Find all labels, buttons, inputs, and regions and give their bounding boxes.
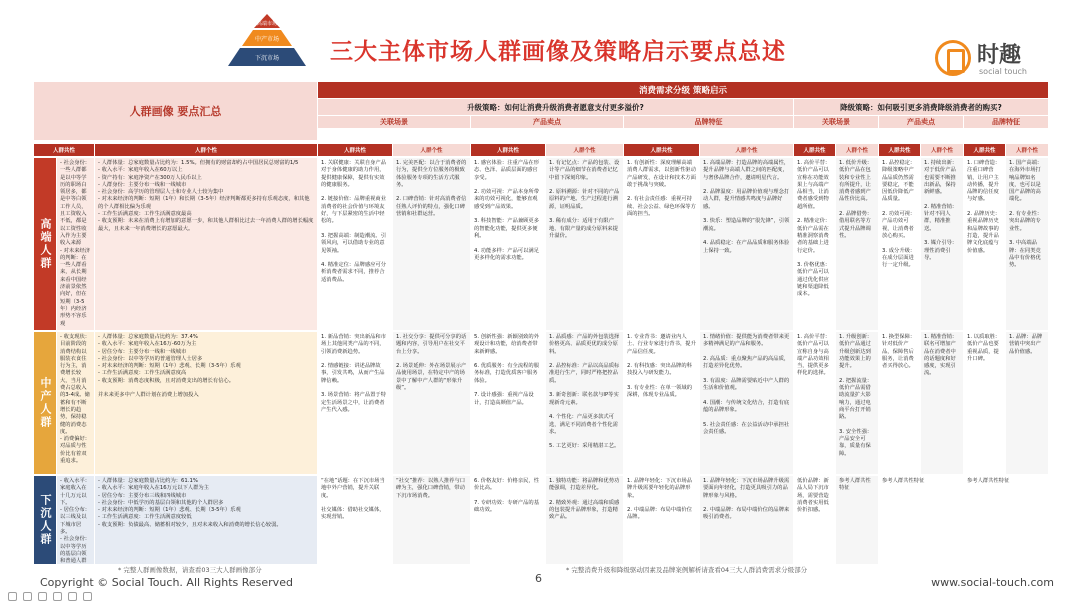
individual-subheader: 人群个性 [95, 144, 317, 156]
row-label-high: 高端人群 [34, 158, 56, 330]
cell-mid-4: 1. 专业背书：邀请业内人士、行业专家进行背书，提升产品信任度。 2. 有科技感：突出品牌的科技投入与研发能力。 3. 有专业性：在单一领域的深耕，体现专业品质。 [624, 332, 699, 474]
cell-mid-3: 1. 品质感：产品的外包装选择价格更高、品质更优的成分原料。 2. 品控标准：产品以高品质标准进行生产，同时严格把控品质。 3. 新奇创新：联名款与IP等实现新奇元素。 4. 个性化：产品更多款式可选，满足不同消费者个性化需求。 5. 工艺更好：采用精湛工艺。 [546, 332, 623, 474]
cell-low-1: “社交”推荐：以熟人推荐与口碑为主，强化口碑营销，带动下沉市场消费。 [393, 476, 470, 564]
cell-high-2: 1. 感官体验：注重产品在形态、色泽、品质层面的感官享受。 2. 功效可视：产品本身所带来的功效可视化，能够直观感受到产品效果。 3. 科技智能：产品兼顾更多的智能化功能，提供更多便利。 4. 功能多样：产品可以满足更多样化的需求功能。 [471, 158, 545, 330]
individual-subheader: 人群个性 [700, 144, 793, 156]
pyramid-bottom-label: 下沉市场 [254, 55, 280, 62]
cell-low-7: 参考人群共性特征 [836, 476, 878, 564]
individual-subheader: 人群个性 [1006, 144, 1048, 156]
camera-icon[interactable] [68, 592, 77, 601]
downgrade-header: 降级策略：如何吸引更多消费降级消费者的购买? [794, 99, 1048, 115]
upgrade-selling-header: 产品卖点 [471, 116, 623, 128]
upgrade-header: 升级策略：如何让消费升级消费者愿意支付更多溢价? [318, 99, 793, 115]
cell-mid-11: 1. 品牌：品牌营销中突出产品价值感。 [1006, 332, 1048, 474]
brand-name: 时趣 [977, 43, 1022, 68]
cell-high-11: 1. 国产高端：在海外市场打响品牌知名度，也可以是国产品牌的高端化。 2. 有专业性：突出品牌的专业性。 3. 中高端品牌：在同类竞品中有价格优势。 [1006, 158, 1048, 330]
cell-high-0: 1. 关联健康：关联自身产品对于身体健康的助力作用，提供健康保障，提供有实效的健康服务。 2. 链接价值：品牌重视商业消费者的社会价值与环境友好，与下层紧密的生活中轻松的。 3. 把握高端：制造潮流、引领风向，可以借助专业的意见领袖。 4. 精准定位：品牌感应可分析消费者需求不同，推荐合适消费品。 [318, 158, 392, 330]
cell-mid-0: 1. 新品营销：突出新品和市场上其他同类产品的不同，引领消费新趋势。 2. 情感链接：讲述品牌故事，引发共鸣，从而产生品牌信赖。 3. 场景营销：将产品置于特定生活场景之中，让消费者产生代入感。 [318, 332, 392, 474]
cell-mid-1: 1. 社交分享：提供可分享的话题和内容，引导用户在社交平台上分享。 2. 场景延伸：外在场景展示产品使用场景，在特定中产的场景中了解中产人群的“形象升级”。 [393, 332, 470, 474]
cell-low-individual: - 人群体量：总家庭数量占比约为：61.1% - 收入水平：家庭年收入在16万元以下人群为主 - 居住分布：主要分布三线和四线城市 - 社会身份：中低学历的基层白领和其他的个人群居多 - 对未来经济的判断：短期（1年）悲观、长期（3-5年）乐观 - 工作生活满意度：工作生活满意度较低 - 收支预期：负债最高、储蓄相对较少，且对未来收入和消费的增长信心较弱。 [95, 476, 317, 564]
more-icon[interactable] [83, 592, 92, 601]
cell-low-4: 1. 品牌年轻化：下沉市场品牌升级需要年轻化的品牌形象。 2. 中端品牌：布局中端价位品牌。 [624, 476, 699, 564]
website: www.social-touch.com [931, 576, 1054, 589]
common-subheader: 人群共性 [34, 144, 94, 156]
slide-toolbar[interactable] [8, 592, 92, 601]
pyramid-mid-label: 中产市场 [254, 36, 280, 43]
row-label-mid: 中产人群 [34, 332, 56, 474]
cell-mid-8: 1. 换型保障：针对低价产品，保障售后服务，让消费者买得放心。 [879, 332, 920, 474]
cell-low-common: - 收入水平：家庭收入在十几万元以下。 - 居住分布：以三线及以下城市居多。 - 社会身份：以中等学历的基层白领和普通人群 [57, 476, 94, 564]
cell-high-9: 1. 持续出新：对于低价产品也需要不断推出新品，保持新鲜感。 2. 精准营销：针对不同人群，精准推送。 3. 媒介引导：理性消费引导。 [921, 158, 963, 330]
individual-subheader: 人群个性 [393, 144, 470, 156]
prev-icon[interactable] [8, 592, 17, 601]
strategy-header: 消费需求分级 策略启示 [318, 82, 1048, 98]
cell-mid-5: 1. 情绪价值：提供能为消费者带来更多精神满足的产品和服务。 2. 高品质：重点聚焦产品的高品质，打造差异化优势。 3. 有温度：品牌需要贴近中产人群的生活和价值观。 4. 国潮：与传统文化结合，打造有底蕴的品牌形象。 5. 社会责任感：在公益活动中承担社会责任感。 [700, 332, 793, 474]
downgrade-scene-header: 关联场景 [794, 116, 878, 128]
individual-subheader: 人群个性 [836, 144, 878, 156]
cell-low-5: 1. 品牌年轻化：下沉市场品牌升级需要面向年轻化，打造更具吸引力的品牌形象与风格。 2. 中端品牌：布局中端价位的品牌来吸引消费者。 [700, 476, 793, 564]
brand-sub: social touch [979, 67, 1027, 76]
cell-mid-individual: - 人群体量：总家庭数量占比约为：37.4% - 收入水平：家庭年收入在16万-60万为主 - 居住分布：主要分布一线和一线城市 - 社会身份：以中等学历的普通管理人士居多 - 对未来经济的判断：短期（1年）悲观、长期（3-5年）乐观 - 工作生活满意度：工作生活满意度高 - 收支预期：消费态度积极，且对消费支出的增长有信心。 并未来更多中产人群计划在消费上增加投入 [95, 332, 317, 474]
page-title: 三大主体市场人群画像及策略启示要点总述 [330, 39, 786, 65]
cell-high-4: 1. 有创新性：深度理解高端消费人群需求，以创新性驱动产品研发，在设计和技术方面敢于挑战与突破。 2. 有社会责任感：重视可持续、社会公益、绿色环保等方面的担当。 [624, 158, 699, 330]
footnote-right: * 完整消费升级和降级驱动因素及品牌案例解析请查看04三大人群消费需求分级部分 [566, 566, 808, 574]
footnote-left: * 完整人群画像数据，请查看03三大人群画像部分 [118, 566, 262, 574]
common-subheader: 人群共性 [471, 144, 545, 156]
cell-high-8: 1. 品控稳定：降级策略中产品品质仍然需要稳定，不能因低价降低产品质量。 2. 功效可视：产品功效可视，让消费者放心购买。 3. 成分升级：在成分层面进行一定升级。 [879, 158, 920, 330]
next-icon[interactable] [23, 592, 32, 601]
copyright: Copyright © Social Touch. All Rights Reserved [40, 576, 293, 589]
zoom-icon[interactable] [53, 592, 62, 601]
cell-high-individual: - 人群体量：总家庭数量占比约为：1.5%。但拥有的财富却约占中国居民总财富的1/5 - 收入水平：家庭年收入在60万以上 - 资产持有：家庭净资产在300万人民币以上 - 人群身份：主要分布一线和一线城市 - 社会身份：高学历的管理层人士和专业人士较为集中 - 对未来经济的判断：短期（1年）和长期（3-5年）经济判断都更多持有乐观态度，和其他的个人群相比偏为乐观 - 工作生活满意度：工作生活满意度最高 - 收支预期：未来在消费上有增加的意愿一步，和其他人群相比过去一年消费人群的增长幅度最大，且未来一年消费增长的意愿最大。 [95, 158, 317, 330]
common-subheader: 人群共性 [794, 144, 835, 156]
cell-high-3: 1. 有记忆点：产品的包装、设计等产品的细节在消费者记忆中留下深刻印象。 2. 原料溯源：针对不同的产品原料的产地、生产过程进行溯源，证明品质。 3. 稀有成分：适用于有限产地、有限产量的成分原料来提升溢价。 [546, 158, 623, 330]
cell-high-10: 1. 口碑营造：注重口碑营销，让用户主动传播，提升品牌的信任度与好感。 2. 品牌历史：重视品牌历史和品牌故事的打造，提升品牌文化底蕴与价值感。 [964, 158, 1005, 330]
individual-subheader: 人群个性 [546, 144, 623, 156]
common-subheader: 人群共性 [964, 144, 1005, 156]
cell-low-3: 1. 独特功能：将品牌和优势功能强调，打造差异化。 2. 精致外观：通过高端和质感的包装提升品牌形象，打造精致产品。 [546, 476, 623, 564]
cell-mid-common: - 收支现状：目前阶段的消费结构以服装衣食住行为主，消费增长较大，当月消费占总收入的3-4成。储蓄和有不断增长的趋势，保持稳健的消费态度。 - 消费偏好：对品质与性价比有着双重追求。 [57, 332, 94, 474]
cell-mid-6: 1. 高价平替：低价产品可以宣称自身与高端产品功效相当，提供更多样化的选择。 [794, 332, 835, 474]
brand-mark-icon [935, 40, 971, 76]
common-subheader: 人群共性 [318, 144, 392, 156]
pen-icon[interactable] [38, 592, 47, 601]
upgrade-brand-header: 品牌特征 [624, 116, 793, 128]
cell-low-2: 6. 价格友好：价格亲民，性价比高。 7. 专研功效：专研产品的基础功效。 [471, 476, 545, 564]
market-pyramid [228, 14, 306, 72]
cell-mid-9: 1. 精准营销：联名可增加产品在消费者中的话题度和好感度，实现引流。 [921, 332, 963, 474]
cell-mid-7: 1. 升级创新：低价产品通过升级创新达到功能效果上的提升。 2. 把握流量：低价产品需借助流量扩大影响力，通过电商平台打开销路。 3. 安全性强：产品安全可靠，质量有保障。 [836, 332, 878, 474]
common-subheader: 人群共性 [879, 144, 920, 156]
cell-high-1: 1. 完美匹配：以合于消费者的行为，提供全方位服务的极致体验服务专项的生活方式服务。 2. 口碑营销：针对高消费者信任熟人评价的特点，强化口碑营销和社群运营。 [393, 158, 470, 330]
cell-low-6: 低价品牌：新品人局下沉市场，需要营造消费者实用低价折扣感。 [794, 476, 835, 564]
cell-low-d10: 参考人群共性特征 [964, 476, 1048, 564]
cell-low-d8: 参考人群共性特征 [879, 476, 963, 564]
cell-low-0: “在地”话题：在下沉市场当地中外户营销，提升关联度。 社交媒体：借助社交媒体，实现营销。 [318, 476, 392, 564]
cell-high-5: 1. 高端品牌：打造品牌的高端属性，提升品牌与高端人群之间的匹配度，与奢侈品牌合作，邀请明星代言。 2. 品牌温度：用品牌价值观与理念打动人群，提升情感共鸣度与品牌好感。 3. 快乐：塑造品牌的“很先锋”，引领潮流。 4. 品质稳定：在产品品质和服务体验上保持一致。 [700, 158, 793, 330]
common-subheader: 人群共性 [624, 144, 699, 156]
cell-high-common: - 社会身份：一些人群都是以中等学历的职场白领居多，都是中等白领工作人员，且工资收入不低，都是以工资性收入作为主要收入来源 - 对未来经济的判断：在一些人群看来，从长期来看中国经济前景依然向好，但在短期（3-5年）内经济形势不容乐观 [57, 158, 94, 330]
portrait-header: 人群画像 要点汇总 [34, 82, 317, 140]
cell-mid-2: 5. 创新性强：新颖别致的外观设计和功能，给消费者带来新鲜感。 6. 优质服务：有全流程的服务标准，打造优质客户服务体验。 7. 设计感强：重视产品设计，打造高颜值产品。 [471, 332, 545, 474]
cell-mid-10: 1. 以质取胜：低价产品也要重视品质，提升口碑。 [964, 332, 1005, 474]
pyramid-top-label: 高端市场 [256, 21, 278, 27]
individual-subheader: 人群个性 [921, 144, 963, 156]
upgrade-scene-header: 关联场景 [318, 116, 470, 128]
row-label-low: 下沉人群 [34, 476, 56, 564]
brand-logo [935, 38, 1055, 78]
page-number: 6 [535, 572, 542, 585]
cell-high-6: 1. 高价平替：低价产品可以宣称在功能效果上与高端产品相当，让消费者感受到物超所值。 2. 精准定价：低价产品需在精准洞察消费者的基础上进行定价。 3. 价格优惠：低价产品可以通过优化供应链和渠道降低成本。 [794, 158, 835, 330]
downgrade-brand-header: 品牌特征 [964, 116, 1048, 128]
cell-high-7: 1. 低价升级：低价产品在包装和专业性上有所提升，让消费者感到产品性价比高。 2. 品牌借势：借用联名等方式提升品牌调性。 [836, 158, 878, 330]
downgrade-selling-header: 产品卖点 [879, 116, 963, 128]
summary-table [34, 82, 1048, 564]
